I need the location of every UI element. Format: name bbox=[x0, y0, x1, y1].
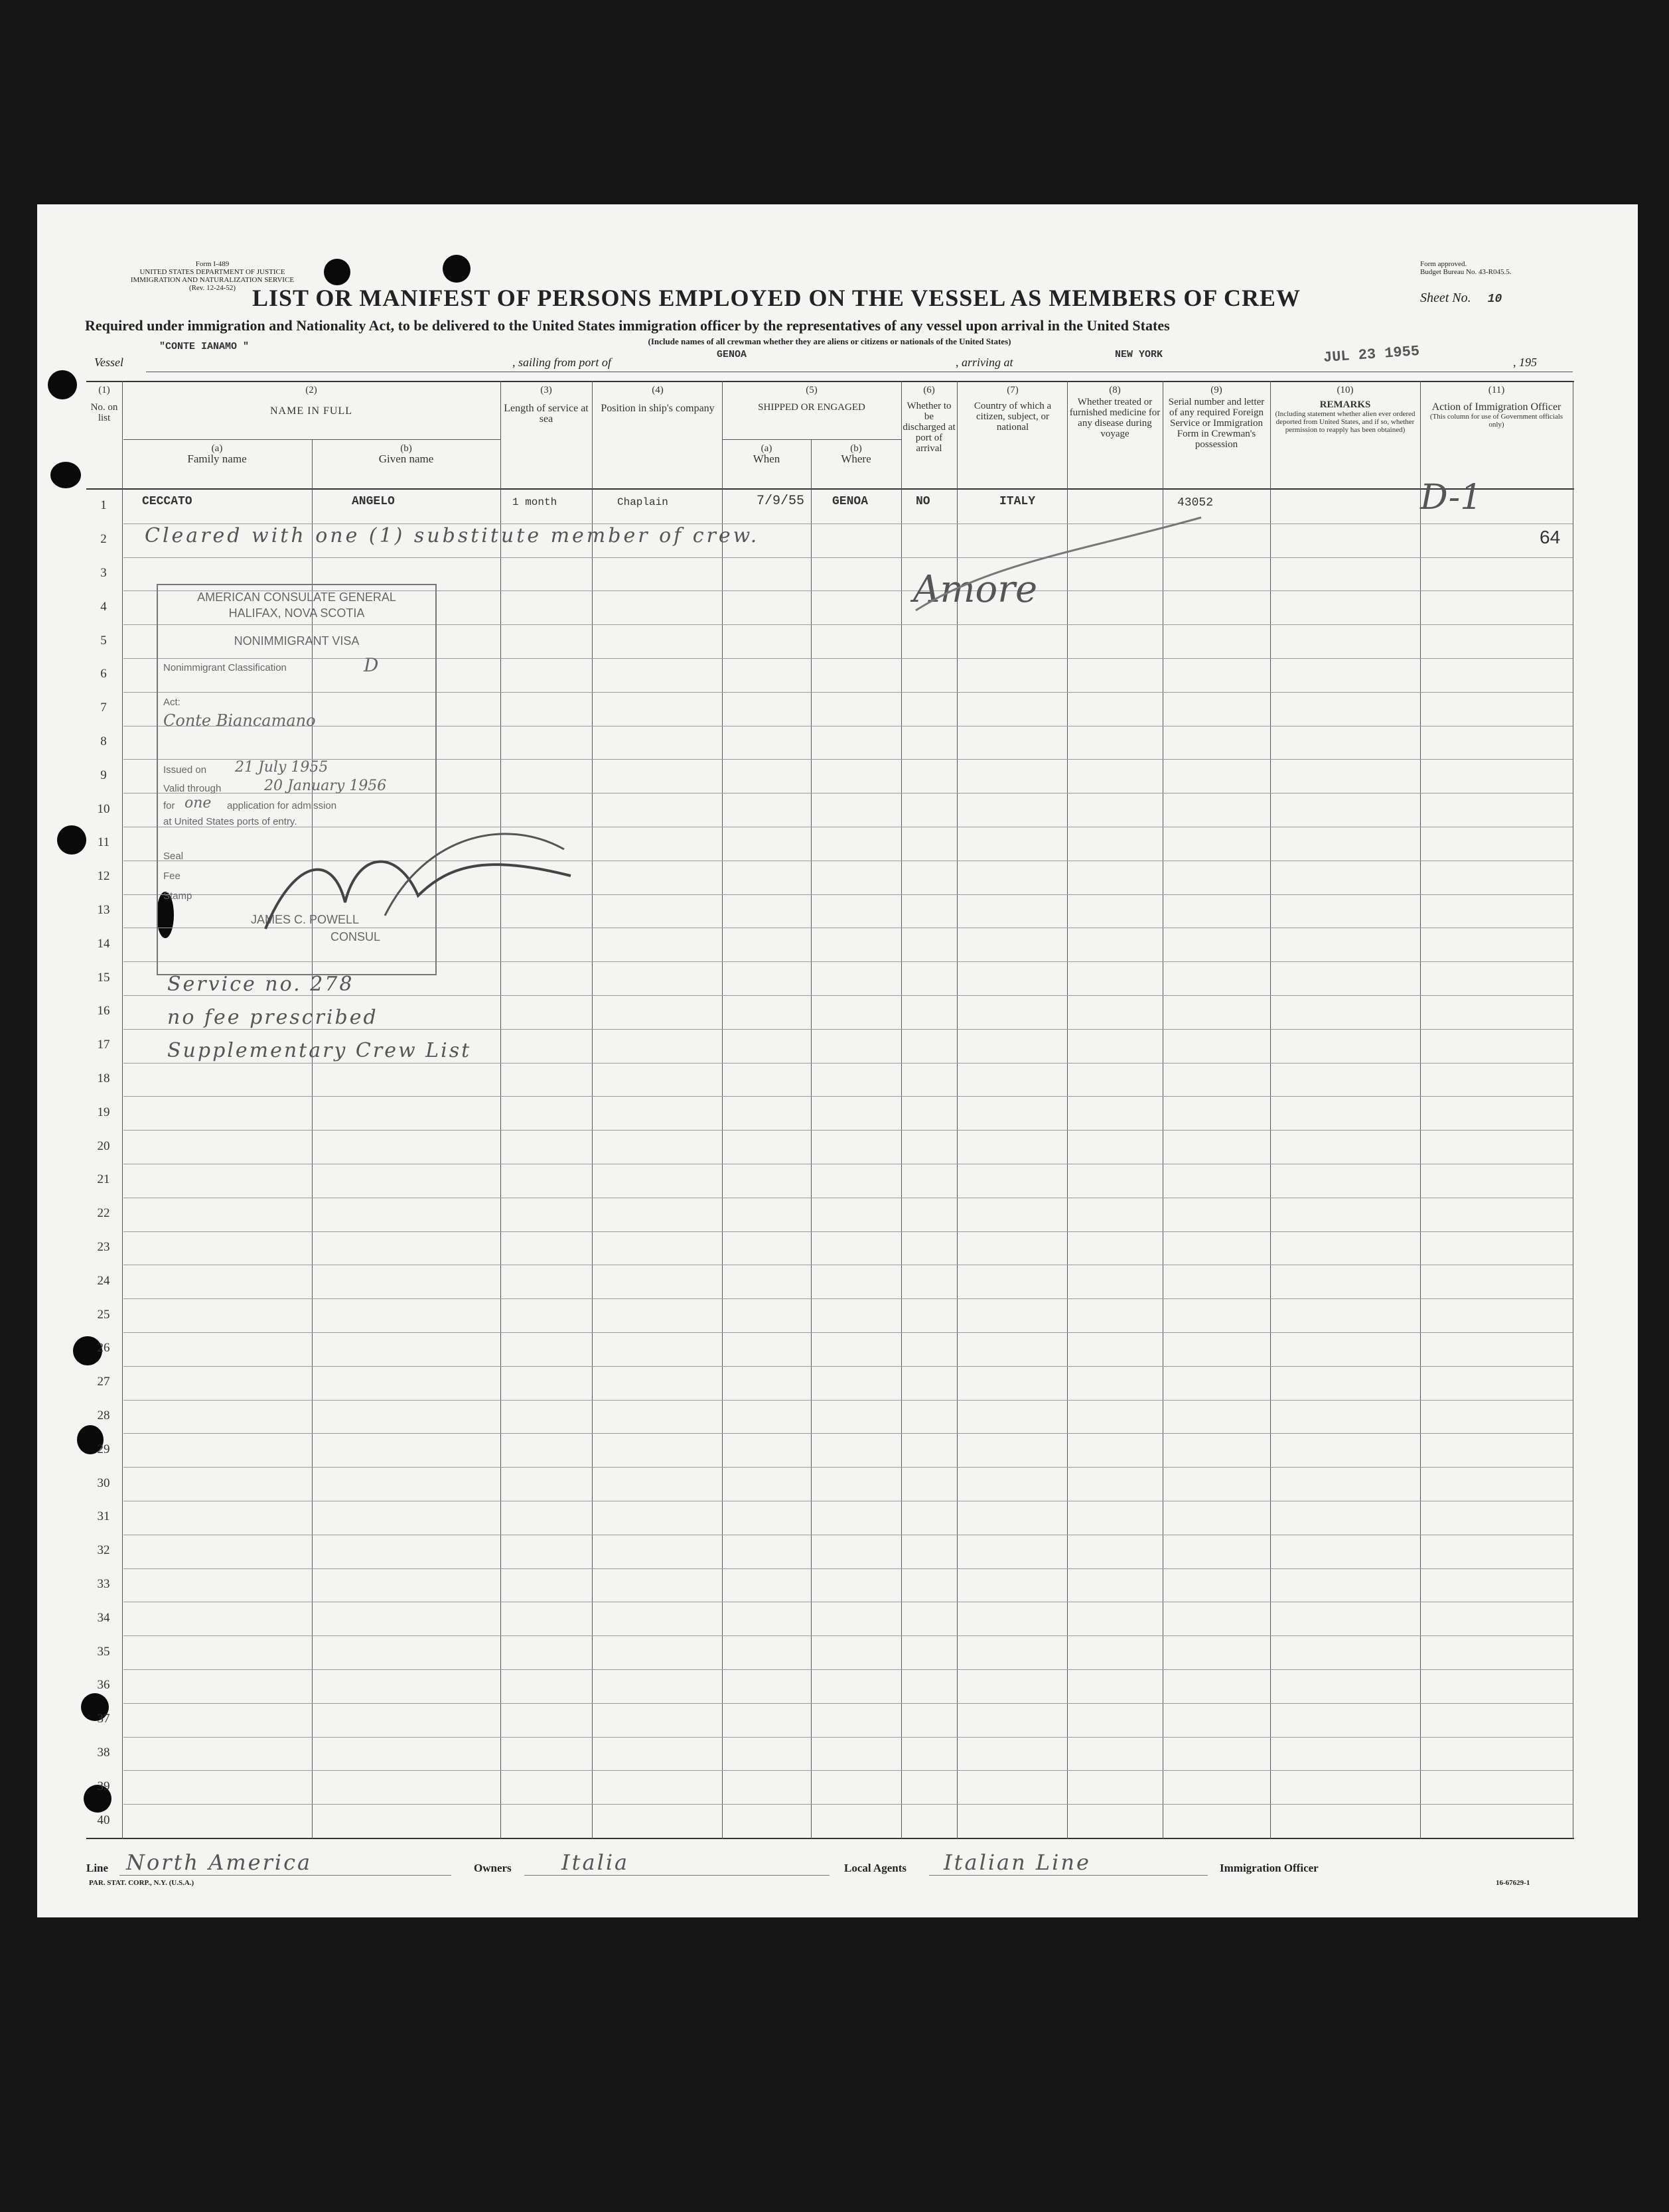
note-supplementary: Supplementary Crew List bbox=[167, 1039, 472, 1062]
row-number: 40 bbox=[97, 1813, 110, 1827]
footer-agents-value: Italian Line bbox=[944, 1850, 1091, 1875]
col5-number: (5) bbox=[806, 385, 818, 395]
stamp-issued-value: 21 July 1955 bbox=[235, 759, 328, 776]
col7-label: Country of which a citizen, subject, or national bbox=[974, 401, 1052, 433]
punch-hole bbox=[443, 255, 471, 283]
col8-label: Whether treated or furnished medicine for any disease during voyage bbox=[1069, 397, 1161, 439]
row-number: 22 bbox=[97, 1206, 110, 1220]
row-number: 18 bbox=[97, 1071, 110, 1085]
row-number: 26 bbox=[97, 1341, 110, 1355]
sheet-number: 10 bbox=[1487, 293, 1502, 306]
row-number: 8 bbox=[100, 734, 107, 748]
col9-number: (9) bbox=[1210, 385, 1222, 395]
col5b-label: Where bbox=[841, 452, 871, 465]
row-number: 28 bbox=[97, 1409, 110, 1422]
row-number: 12 bbox=[97, 869, 110, 883]
row-rule bbox=[123, 1298, 1573, 1299]
col5a-number: (a) bbox=[761, 443, 772, 454]
row-number: 17 bbox=[97, 1038, 110, 1052]
row-number: 37 bbox=[97, 1712, 110, 1726]
col2a-number: (a) bbox=[211, 443, 223, 454]
stamp-class-value: D bbox=[364, 654, 379, 676]
row-rule bbox=[123, 1770, 1573, 1771]
row-number: 21 bbox=[97, 1172, 110, 1186]
row-number: 39 bbox=[97, 1779, 110, 1793]
officer-signature: Amore bbox=[913, 568, 1038, 611]
row-number: 25 bbox=[97, 1308, 110, 1322]
revision: (Rev. 12-24-52) bbox=[188, 284, 236, 292]
row-rule bbox=[123, 1703, 1573, 1704]
stamp-class-label: Nonimmigrant Classification bbox=[163, 662, 287, 673]
note-fee: no fee prescribed bbox=[167, 1006, 378, 1029]
row-number: 31 bbox=[97, 1509, 110, 1523]
row1-where: GENOA bbox=[832, 495, 869, 508]
row-number: 7 bbox=[100, 701, 107, 715]
stamp-consul-name: JAMES C. POWELL bbox=[251, 913, 360, 926]
row-rule bbox=[123, 557, 1573, 558]
row1-family-name: CECCATO bbox=[142, 495, 192, 508]
stamp-ports: at United States ports of entry. bbox=[163, 816, 297, 827]
footer-code: 16-67629-1 bbox=[1496, 1879, 1530, 1887]
row-number: 27 bbox=[97, 1375, 110, 1389]
stamp-issued-label: Issued on bbox=[163, 764, 207, 776]
stamp-for-value: one bbox=[184, 795, 212, 811]
row-number: 3 bbox=[100, 566, 107, 580]
col10-note: (Including statement whether alien ever ordered deported from United States, and if so, whether permission to reapply has been obtained) bbox=[1275, 410, 1415, 434]
stamp-stamp-label: Stamp bbox=[163, 890, 192, 902]
row-number: 38 bbox=[97, 1746, 110, 1760]
row-rule bbox=[123, 1130, 1573, 1131]
arriving-label: , arriving at bbox=[956, 356, 1013, 369]
department: UNITED STATES DEPARTMENT OF JUSTICE bbox=[139, 268, 285, 276]
punch-hole bbox=[57, 825, 86, 855]
row-number: 14 bbox=[97, 937, 110, 951]
row-rule bbox=[123, 1332, 1573, 1333]
row-rule bbox=[123, 1467, 1573, 1468]
form-subtitle: Required under immigration and Nationality Act, to be delivered to the United States immigration officer by the representatives of any vessel upon arrival in the United States bbox=[85, 317, 1170, 334]
row1-country: ITALY bbox=[999, 495, 1036, 508]
stamp-line2: HALIFAX, NOVA SCOTIA bbox=[228, 606, 365, 620]
col4-label: Position in ship's company bbox=[601, 403, 715, 414]
stamp-line1: AMERICAN CONSULATE GENERAL bbox=[197, 590, 396, 604]
form-instruction: (Include names of all crewman whether they are aliens or citizens or nationals of the United States) bbox=[648, 336, 1011, 346]
row-number: 36 bbox=[97, 1678, 110, 1692]
footer-agents-label: Local Agents bbox=[844, 1862, 907, 1874]
footer-line-value: North America bbox=[126, 1850, 313, 1875]
col11-number: (11) bbox=[1488, 385, 1505, 395]
row-rule bbox=[123, 1231, 1573, 1232]
col2a-label: Family name bbox=[187, 452, 247, 465]
budget-bureau: Budget Bureau No. 43-R045.5. bbox=[1420, 268, 1512, 276]
col2-number: (2) bbox=[305, 385, 317, 395]
row1-action: D-1 bbox=[1420, 478, 1483, 518]
row-number: 13 bbox=[97, 903, 110, 917]
row1-when: 7/9/55 bbox=[757, 494, 805, 509]
row-rule bbox=[123, 1433, 1573, 1434]
footer-officer-label: Immigration Officer bbox=[1220, 1862, 1319, 1874]
row-number: 15 bbox=[97, 971, 110, 985]
row-rule bbox=[123, 1029, 1573, 1030]
stamp-vessel: Conte Biancamano bbox=[163, 711, 316, 730]
col2-label: NAME IN FULL bbox=[270, 405, 352, 417]
stamp-valid-label: Valid through bbox=[163, 783, 222, 794]
service: IMMIGRATION AND NATURALIZATION SERVICE bbox=[130, 276, 295, 284]
stamp-application: application for admission bbox=[227, 800, 337, 811]
footer-line-label: Line bbox=[86, 1862, 109, 1874]
col6-number: (6) bbox=[923, 385, 935, 395]
col11-note: (This column for use of Government officials only) bbox=[1429, 413, 1563, 429]
col10-number: (10) bbox=[1337, 385, 1354, 395]
row-number: 29 bbox=[97, 1442, 110, 1456]
footer-owners-value: Italia bbox=[561, 1850, 630, 1875]
punch-hole bbox=[48, 370, 77, 399]
row-rule bbox=[123, 1669, 1573, 1670]
signature-flourish bbox=[909, 511, 1214, 630]
stamp-seal: Seal bbox=[163, 851, 184, 862]
row-rule bbox=[123, 1096, 1573, 1097]
col9-label: Serial number and letter of any required Foreign Service or Immigration Form in Crewman's possession bbox=[1168, 397, 1265, 450]
row-rule bbox=[123, 1063, 1573, 1064]
arrival-date-stamp: JUL 23 1955 bbox=[1323, 342, 1420, 367]
vessel-label: Vessel bbox=[94, 356, 123, 369]
col3-number: (3) bbox=[540, 385, 552, 395]
row-number: 33 bbox=[97, 1577, 110, 1591]
punch-hole bbox=[50, 462, 81, 488]
sailing-label: , sailing from port of bbox=[512, 356, 611, 369]
row-number: 6 bbox=[100, 667, 107, 681]
row-number: 1 bbox=[100, 498, 107, 512]
row-number: 32 bbox=[97, 1543, 110, 1557]
col1-number: (1) bbox=[98, 385, 110, 395]
stamp-valid-value: 20 January 1956 bbox=[264, 778, 387, 794]
row1-given-name: ANGELO bbox=[352, 495, 395, 508]
row-number: 4 bbox=[100, 600, 107, 614]
row-rule bbox=[123, 1568, 1573, 1569]
note-service-number: Service no. 278 bbox=[167, 973, 354, 996]
row-number: 35 bbox=[97, 1645, 110, 1659]
footer-owners-label: Owners bbox=[474, 1862, 512, 1874]
row-rule bbox=[123, 1804, 1573, 1805]
col3-label: Length of service at sea bbox=[504, 403, 589, 425]
col5b-number: (b) bbox=[850, 443, 862, 454]
col11-label: Action of Immigration Officer bbox=[1431, 401, 1561, 413]
col6-label: Whether to be discharged at port of arrival bbox=[903, 401, 956, 454]
row-number: 24 bbox=[97, 1274, 110, 1288]
row-number: 2 bbox=[100, 532, 107, 546]
col4-number: (4) bbox=[652, 385, 664, 395]
col7-number: (7) bbox=[1007, 385, 1019, 395]
row-number: 5 bbox=[100, 634, 107, 648]
port-of-arrival: NEW YORK bbox=[1115, 349, 1163, 360]
port-of-sailing: GENOA bbox=[717, 349, 747, 360]
col8-number: (8) bbox=[1109, 385, 1121, 395]
stamp-consul-title: CONSUL bbox=[330, 930, 381, 943]
row-rule bbox=[123, 1635, 1573, 1636]
col10-label: REMARKS bbox=[1319, 399, 1371, 410]
form-title: LIST OR MANIFEST OF PERSONS EMPLOYED ON THE VESSEL AS MEMBERS OF CREW bbox=[252, 285, 1301, 311]
row-number: 30 bbox=[97, 1476, 110, 1490]
row-number: 19 bbox=[97, 1105, 110, 1119]
row-number: 34 bbox=[97, 1611, 110, 1625]
row-number: 23 bbox=[97, 1240, 110, 1254]
col2b-label: Given name bbox=[378, 452, 434, 465]
row-number: 9 bbox=[100, 768, 107, 782]
row1-discharged: NO bbox=[916, 495, 930, 508]
footer-printer: PAR. STAT. CORP., N.Y. (U.S.A.) bbox=[89, 1879, 194, 1887]
col2b-number: (b) bbox=[400, 443, 412, 454]
row-number: 11 bbox=[97, 835, 110, 849]
stamp-act-label: Act: bbox=[163, 697, 181, 708]
form-number: Form I-489 bbox=[195, 260, 230, 268]
row1-serial: 43052 bbox=[1177, 496, 1214, 510]
row-rule bbox=[123, 1366, 1573, 1367]
row-number: 20 bbox=[97, 1139, 110, 1153]
row-number: 10 bbox=[97, 802, 110, 816]
consul-signature bbox=[252, 823, 584, 955]
form-approval: Form approved. bbox=[1420, 260, 1467, 268]
stamp-fee: Fee bbox=[163, 870, 181, 882]
col5a-label: When bbox=[753, 452, 780, 465]
row-number: 16 bbox=[97, 1004, 110, 1018]
year-label: , 195 bbox=[1513, 356, 1537, 369]
stamp-for-label: for bbox=[163, 800, 175, 811]
row1-position: Chaplain bbox=[617, 496, 668, 508]
row-rule bbox=[123, 1400, 1573, 1401]
stamp-line3: NONIMMIGRANT VISA bbox=[234, 634, 360, 648]
col1-label: No. on list bbox=[90, 402, 118, 423]
vessel-name: "CONTE IANAMO " bbox=[159, 341, 250, 352]
sheet-label: Sheet No. bbox=[1420, 291, 1471, 305]
col5-label: SHIPPED OR ENGAGED bbox=[758, 402, 865, 413]
row2-note: Cleared with one (1) substitute member of crew. bbox=[145, 524, 760, 547]
row1-service-length: 1 month bbox=[512, 496, 557, 508]
row-rule bbox=[123, 1737, 1573, 1738]
row2-count: 64 bbox=[1540, 527, 1561, 547]
